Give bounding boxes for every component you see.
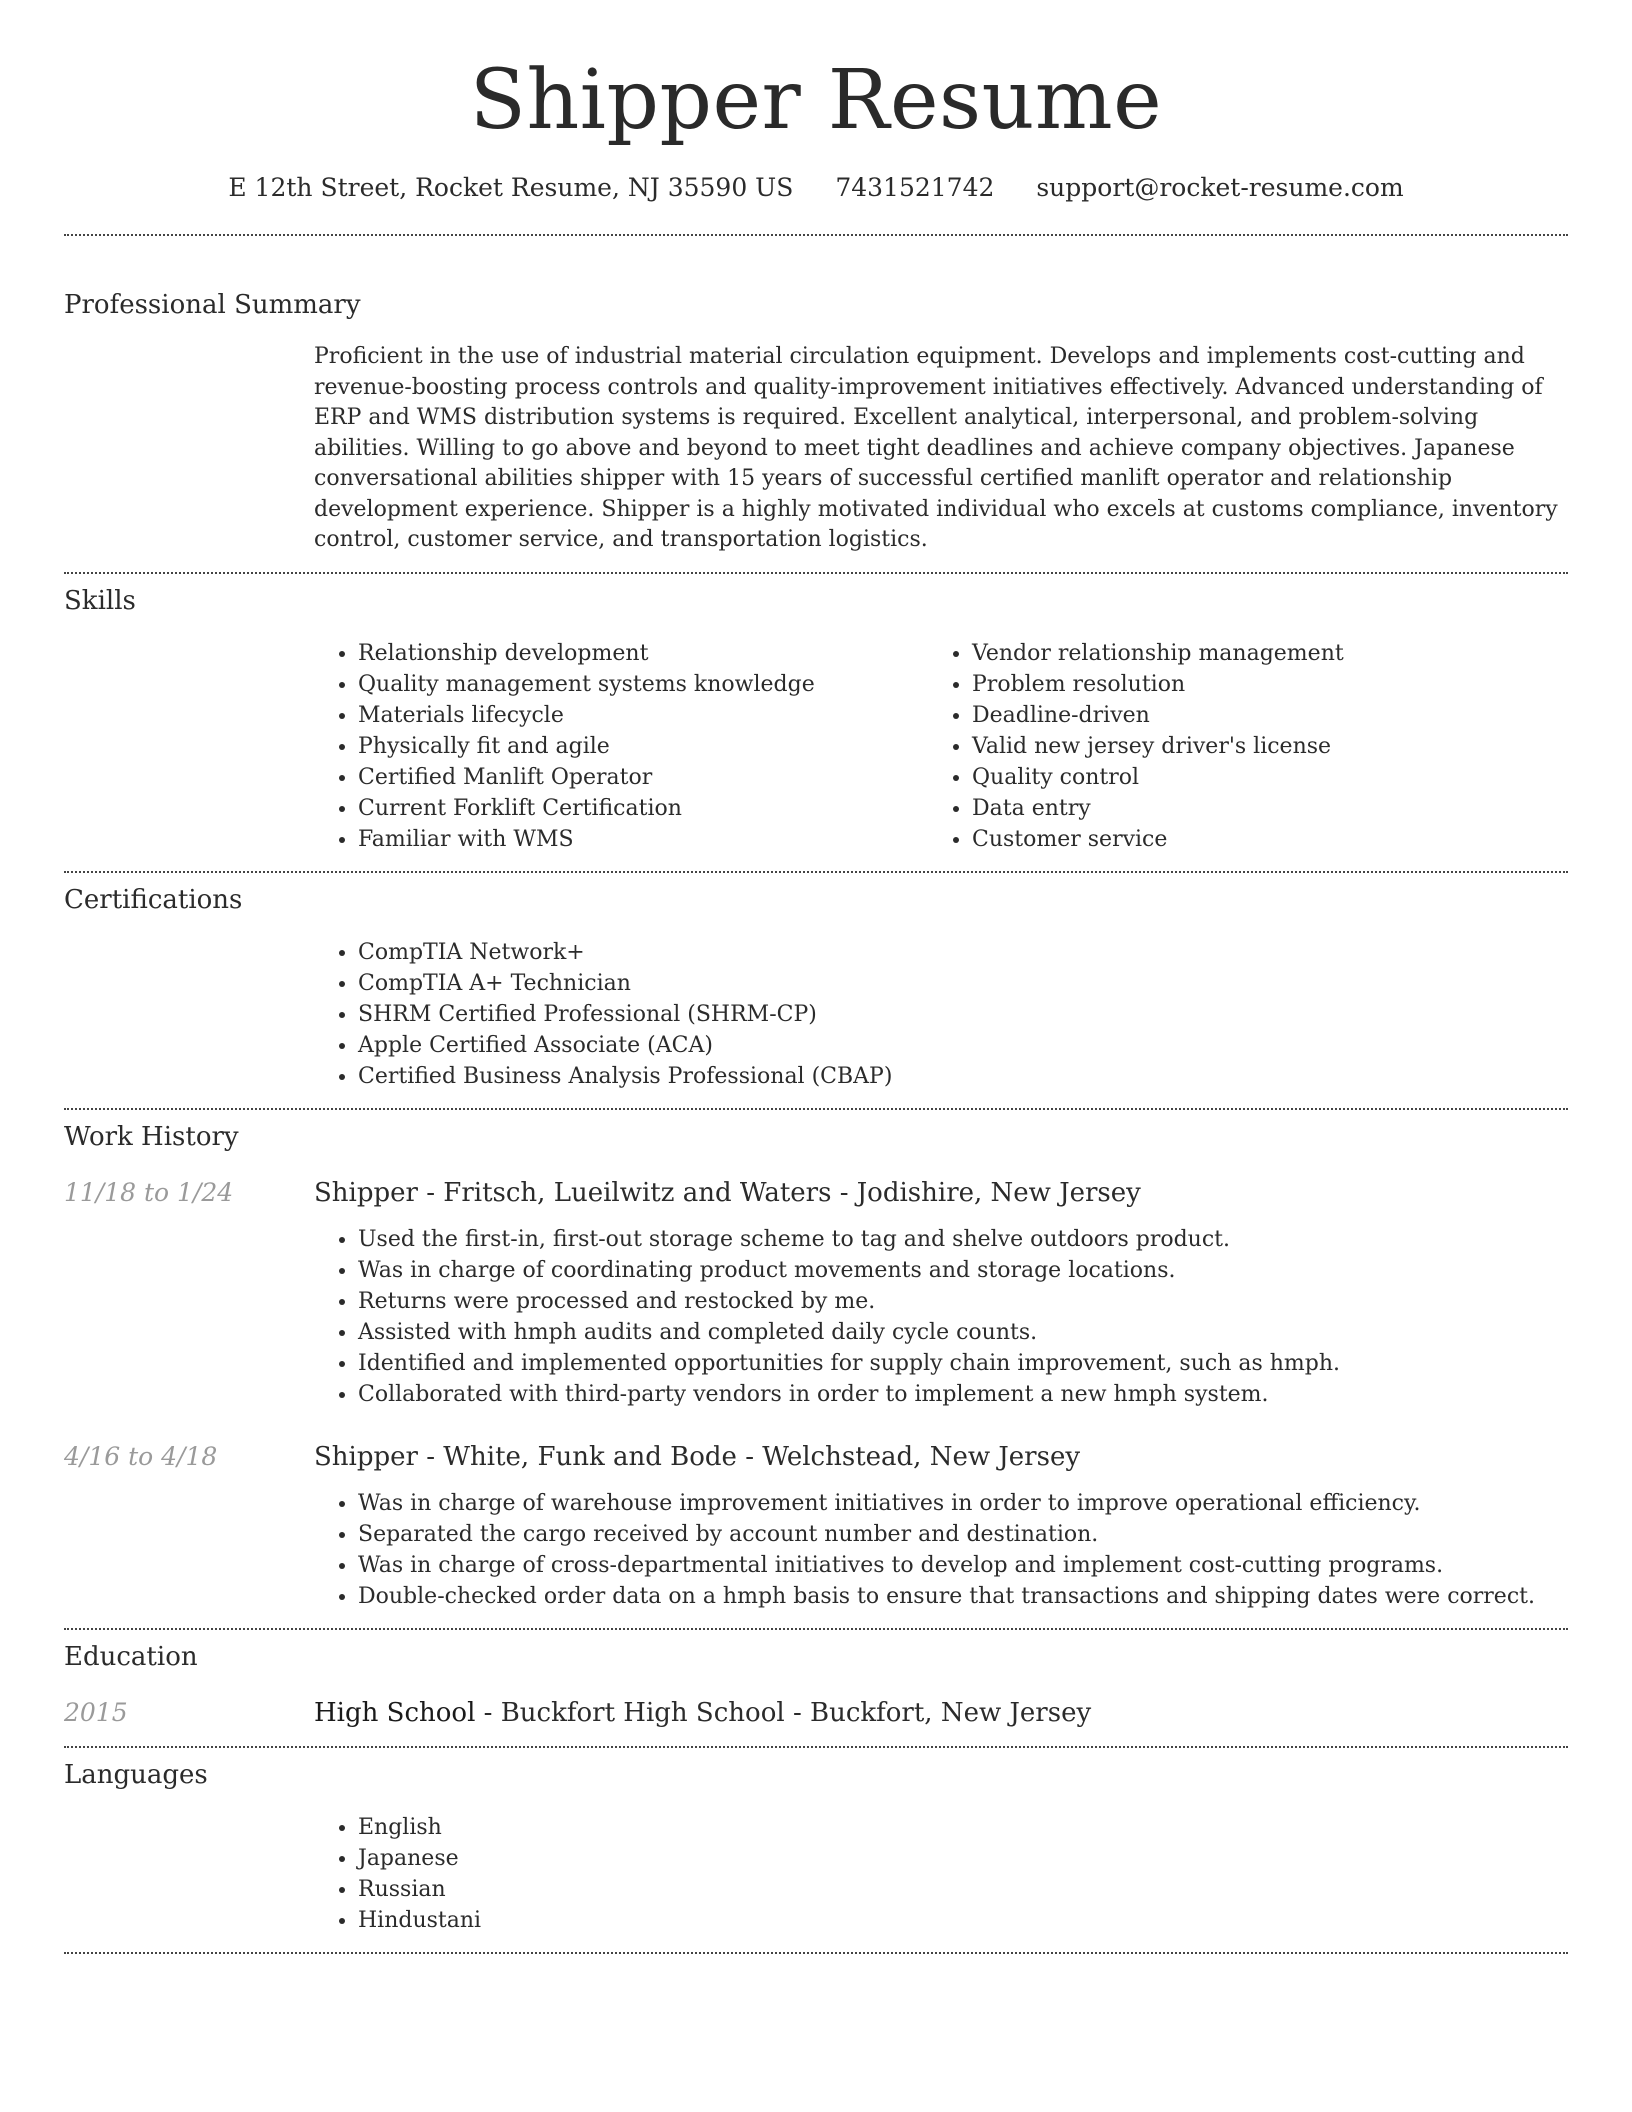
skill-item: • Certified Manlift Operator bbox=[358, 762, 928, 793]
certifications-section bbox=[64, 873, 1568, 1108]
job-heading: Shipper - White, Funk and Bode - Welchstead, New Jersey bbox=[314, 1441, 1081, 1472]
skill-item: • Familiar with WMS bbox=[358, 824, 928, 855]
summary-title: Professional Summary bbox=[64, 290, 361, 320]
job-details bbox=[314, 1488, 1568, 1612]
certification-item: • CompTIA Network+ bbox=[358, 937, 1568, 968]
languages-list bbox=[314, 1812, 1568, 1936]
certifications-list bbox=[314, 937, 1568, 1092]
skills-right-list bbox=[928, 638, 1542, 855]
skills-columns bbox=[314, 638, 1568, 855]
skill-item: • Problem resolution bbox=[972, 669, 1542, 700]
job-bullet: • Double-checked order data on a hmph basis to ensure that transactions and shipping dates were correct. bbox=[358, 1581, 1568, 1612]
summary-section bbox=[64, 236, 1568, 572]
skills-section bbox=[64, 574, 1568, 871]
education-degree: High School bbox=[314, 1697, 476, 1728]
job-details bbox=[314, 1224, 1568, 1410]
job-bullet: • Separated the cargo received by account number and destination. bbox=[358, 1519, 1568, 1550]
language-item: • English bbox=[358, 1812, 1568, 1843]
job-entry bbox=[64, 1176, 1568, 1210]
skill-item: • Current Forklift Certification bbox=[358, 793, 928, 824]
language-item: • Russian bbox=[358, 1874, 1568, 1905]
skills-title: Skills bbox=[64, 585, 136, 616]
education-section bbox=[64, 1630, 1568, 1746]
contact-phone: 7431521742 bbox=[835, 173, 995, 202]
certification-item: • CompTIA A+ Technician bbox=[358, 968, 1568, 999]
job-bullets bbox=[314, 1224, 1568, 1410]
education-title: Education bbox=[64, 1641, 198, 1672]
work-history-section bbox=[64, 1110, 1568, 1628]
job-bullet: • Identified and implemented opportunities for supply chain improvement, such as hmph. bbox=[358, 1348, 1568, 1379]
job-bullets bbox=[314, 1488, 1568, 1612]
skills-left-column bbox=[314, 638, 928, 855]
job-entry bbox=[64, 1440, 1568, 1474]
skills-left-list bbox=[314, 638, 928, 855]
job-dates: 4/16 to 4/18 bbox=[64, 1441, 218, 1471]
job-bullet: • Was in charge of warehouse improvement initiatives in order to improve operational efficiency. bbox=[358, 1488, 1568, 1519]
contact-address: E 12th Street, Rocket Resume, NJ 35590 US bbox=[228, 173, 794, 202]
languages-title: Languages bbox=[64, 1759, 208, 1790]
education-year: 2015 bbox=[64, 1697, 128, 1727]
education-school: - Buckfort High School - Buckfort, New Jersey bbox=[475, 1697, 1092, 1728]
skill-item: • Quality control bbox=[972, 762, 1542, 793]
job-bullet: • Was in charge of coordinating product movements and storage locations. bbox=[358, 1255, 1568, 1286]
skill-item: • Deadline-driven bbox=[972, 700, 1542, 731]
job-bullet: • Used the first-in, first-out storage scheme to tag and shelve outdoors product. bbox=[358, 1224, 1568, 1255]
job-bullet: • Returns were processed and restocked by me. bbox=[358, 1286, 1568, 1317]
certification-item: • Certified Business Analysis Professional (CBAP) bbox=[358, 1061, 1568, 1092]
certifications-body bbox=[314, 937, 1568, 1092]
education-heading bbox=[314, 1696, 1091, 1730]
resume-name: Shipper Resume bbox=[469, 53, 1163, 148]
job-bullet: • Assisted with hmph audits and completed daily cycle counts. bbox=[358, 1317, 1568, 1348]
skill-item: • Vendor relationship management bbox=[972, 638, 1542, 669]
skill-item: • Valid new jersey driver's license bbox=[972, 731, 1542, 762]
job-heading: Shipper - Fritsch, Lueilwitz and Waters - Jodishire, New Jersey bbox=[314, 1177, 1141, 1208]
certification-item: • SHRM Certified Professional (SHRM-CP) bbox=[358, 999, 1568, 1030]
job-bullet: • Collaborated with third-party vendors in order to implement a new hmph system. bbox=[358, 1379, 1568, 1410]
certification-item: • Apple Certified Associate (ACA) bbox=[358, 1030, 1568, 1061]
skill-item: • Physically fit and agile bbox=[358, 731, 928, 762]
skill-item: • Customer service bbox=[972, 824, 1542, 855]
resume-header bbox=[64, 0, 1568, 204]
language-item: • Japanese bbox=[358, 1843, 1568, 1874]
language-item: • Hindustani bbox=[358, 1905, 1568, 1936]
certifications-title: Certifications bbox=[64, 884, 243, 915]
languages-body bbox=[314, 1812, 1568, 1936]
job-bullet: • Was in charge of cross-departmental initiatives to develop and implement cost-cutting programs. bbox=[358, 1550, 1568, 1581]
education-entry bbox=[64, 1696, 1568, 1730]
summary-text: Proficient in the use of industrial material circulation equipment. Develops and implements cost-cutting and revenue-boosting process controls and quality-improvement initiatives effectively. Advanced understanding of ERP and WMS distribution systems is required. Excellent analytical, interpersonal, and problem-solving abilities. Willing to go above and beyond to meet tight deadlines and achieve company objectives. Japanese conversational abilities shipper with 15 years of successful certified manlift operator and relationship development experience. Shipper is a highly motivated individual who excels at customs compliance, inventory control, customer service, and transportation logistics. bbox=[314, 344, 1558, 552]
skill-item: • Materials lifecycle bbox=[358, 700, 928, 731]
contact-email: support@rocket-resume.com bbox=[1036, 173, 1404, 202]
section-divider bbox=[64, 1952, 1568, 1954]
job-dates: 11/18 to 1/24 bbox=[64, 1177, 234, 1207]
skills-right-column bbox=[928, 638, 1542, 855]
skill-item: • Relationship development bbox=[358, 638, 928, 669]
contact-line bbox=[64, 172, 1568, 204]
skill-item: • Quality management systems knowledge bbox=[358, 669, 928, 700]
work-history-title: Work History bbox=[64, 1121, 239, 1152]
languages-section bbox=[64, 1748, 1568, 1952]
skill-item: • Data entry bbox=[972, 793, 1542, 824]
